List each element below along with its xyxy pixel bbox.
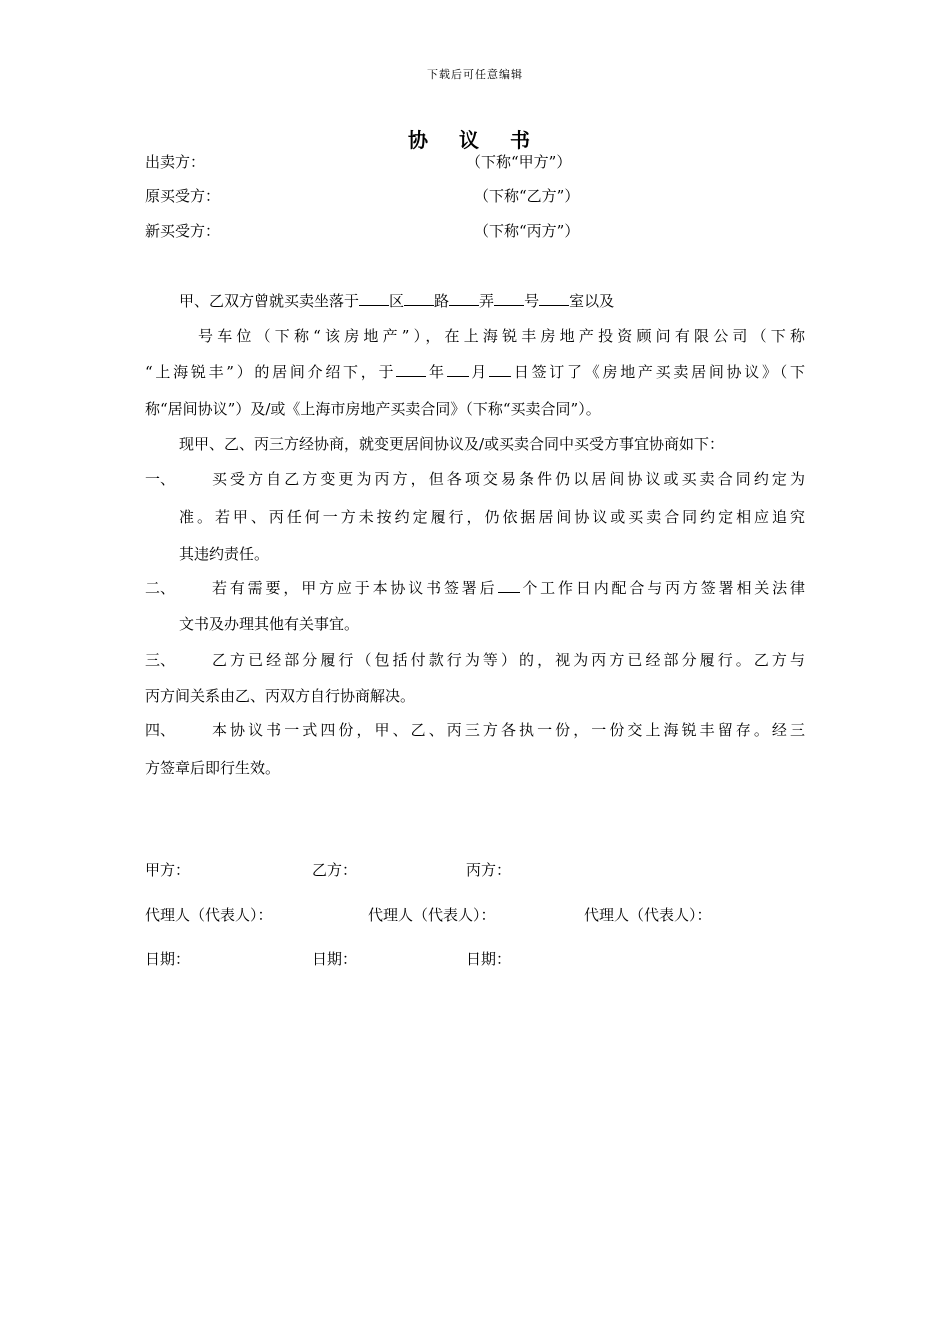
original-buyer-label: 原买受方：	[145, 187, 221, 205]
date-party-b: 日期：	[312, 950, 358, 968]
header-note: 下载后可任意编辑	[427, 68, 523, 81]
seller-alias: （下称“甲方”）	[466, 153, 572, 171]
blank-number	[494, 291, 524, 306]
intro-month-word: 月	[468, 363, 490, 381]
blank-month	[447, 362, 469, 377]
item-2-number: 二、	[145, 579, 176, 597]
item-2-text: 个工作日内配合与丙方签署相关法律	[519, 579, 805, 597]
original-buyer-alias: （下称“乙方”）	[474, 187, 580, 205]
intro-district-word: 区	[389, 292, 405, 310]
document-title: 协 议 书	[408, 128, 542, 152]
item-3-line-1: 乙方已经部分履行（包括付款行为等）的，视为丙方已经部分履行。乙方与	[212, 651, 805, 669]
item-4-line-1: 本协议书一式四份，甲、乙、丙三方各执一份，一份交上海锐丰留存。经三	[212, 721, 805, 739]
signature-party-c: 丙方：	[466, 861, 512, 879]
intro-year-word: 年	[426, 363, 447, 381]
date-party-a: 日期：	[145, 950, 191, 968]
item-4-number: 四、	[145, 721, 176, 739]
intro-line-2: 号车位（下称“该房地产”），在上海锐丰房地产投资顾问有限公司（下称	[198, 327, 805, 345]
intro-text: “上海锐丰”）的居间介绍下，于	[145, 363, 397, 381]
new-buyer-alias: （下称“丙方”）	[474, 222, 580, 240]
agent-party-c: 代理人（代表人）：	[584, 906, 712, 924]
date-party-c: 日期：	[466, 950, 512, 968]
item-1-line-1: 买受方自乙方变更为丙方，但各项交易条件仍以居间协议或买卖合同约定为	[212, 470, 805, 488]
item-1-number: 一、	[145, 470, 176, 488]
item-1-line-2: 准。若甲、丙任何一方未按约定履行，仍依据居间协议或买卖合同约定相应追究	[179, 508, 805, 526]
blank-year	[396, 362, 426, 377]
item-1-line-3: 其违约责任。	[179, 545, 270, 563]
intro-line-5: 现甲、乙、丙三方经协商，就变更居间协议及/或买卖合同中买受方事宜协商如下：	[179, 435, 725, 453]
seller-label: 出卖方：	[145, 153, 206, 171]
blank-workdays	[498, 578, 520, 593]
intro-line-4: 称“居间协议”）及/或《上海市房地产买卖合同》（下称“买卖合同”）。	[145, 400, 601, 418]
intro-number-word: 号	[524, 292, 540, 310]
intro-room-word: 室以及	[569, 292, 615, 310]
intro-road-word: 路	[434, 292, 450, 310]
intro-text: 日签订了《房地产买卖居间协议》（下	[511, 363, 805, 381]
item-2-text: 若有需要，甲方应于本协议书签署后	[212, 579, 498, 597]
blank-road	[404, 291, 434, 306]
new-buyer-label: 新买受方：	[145, 222, 221, 240]
item-3-line-2: 丙方间关系由乙、丙双方自行协商解决。	[145, 687, 416, 705]
agent-party-b: 代理人（代表人）：	[368, 906, 496, 924]
intro-line-3	[145, 362, 805, 382]
item-2-line-1	[212, 578, 805, 598]
item-4-line-2: 方签章后即行生效。	[145, 759, 281, 777]
intro-lane-word: 弄	[479, 292, 495, 310]
blank-lane	[449, 291, 479, 306]
signature-party-b: 乙方：	[312, 861, 358, 879]
blank-district	[359, 291, 389, 306]
intro-line-1	[179, 291, 614, 311]
blank-room	[539, 291, 569, 306]
item-2-line-2: 文书及办理其他有关事宜。	[179, 615, 360, 633]
agent-party-a: 代理人（代表人）：	[145, 906, 273, 924]
signature-party-a: 甲方：	[145, 861, 191, 879]
item-3-number: 三、	[145, 651, 176, 669]
intro-text: 甲、乙双方曾就买卖坐落于	[179, 292, 360, 310]
blank-day	[489, 362, 511, 377]
